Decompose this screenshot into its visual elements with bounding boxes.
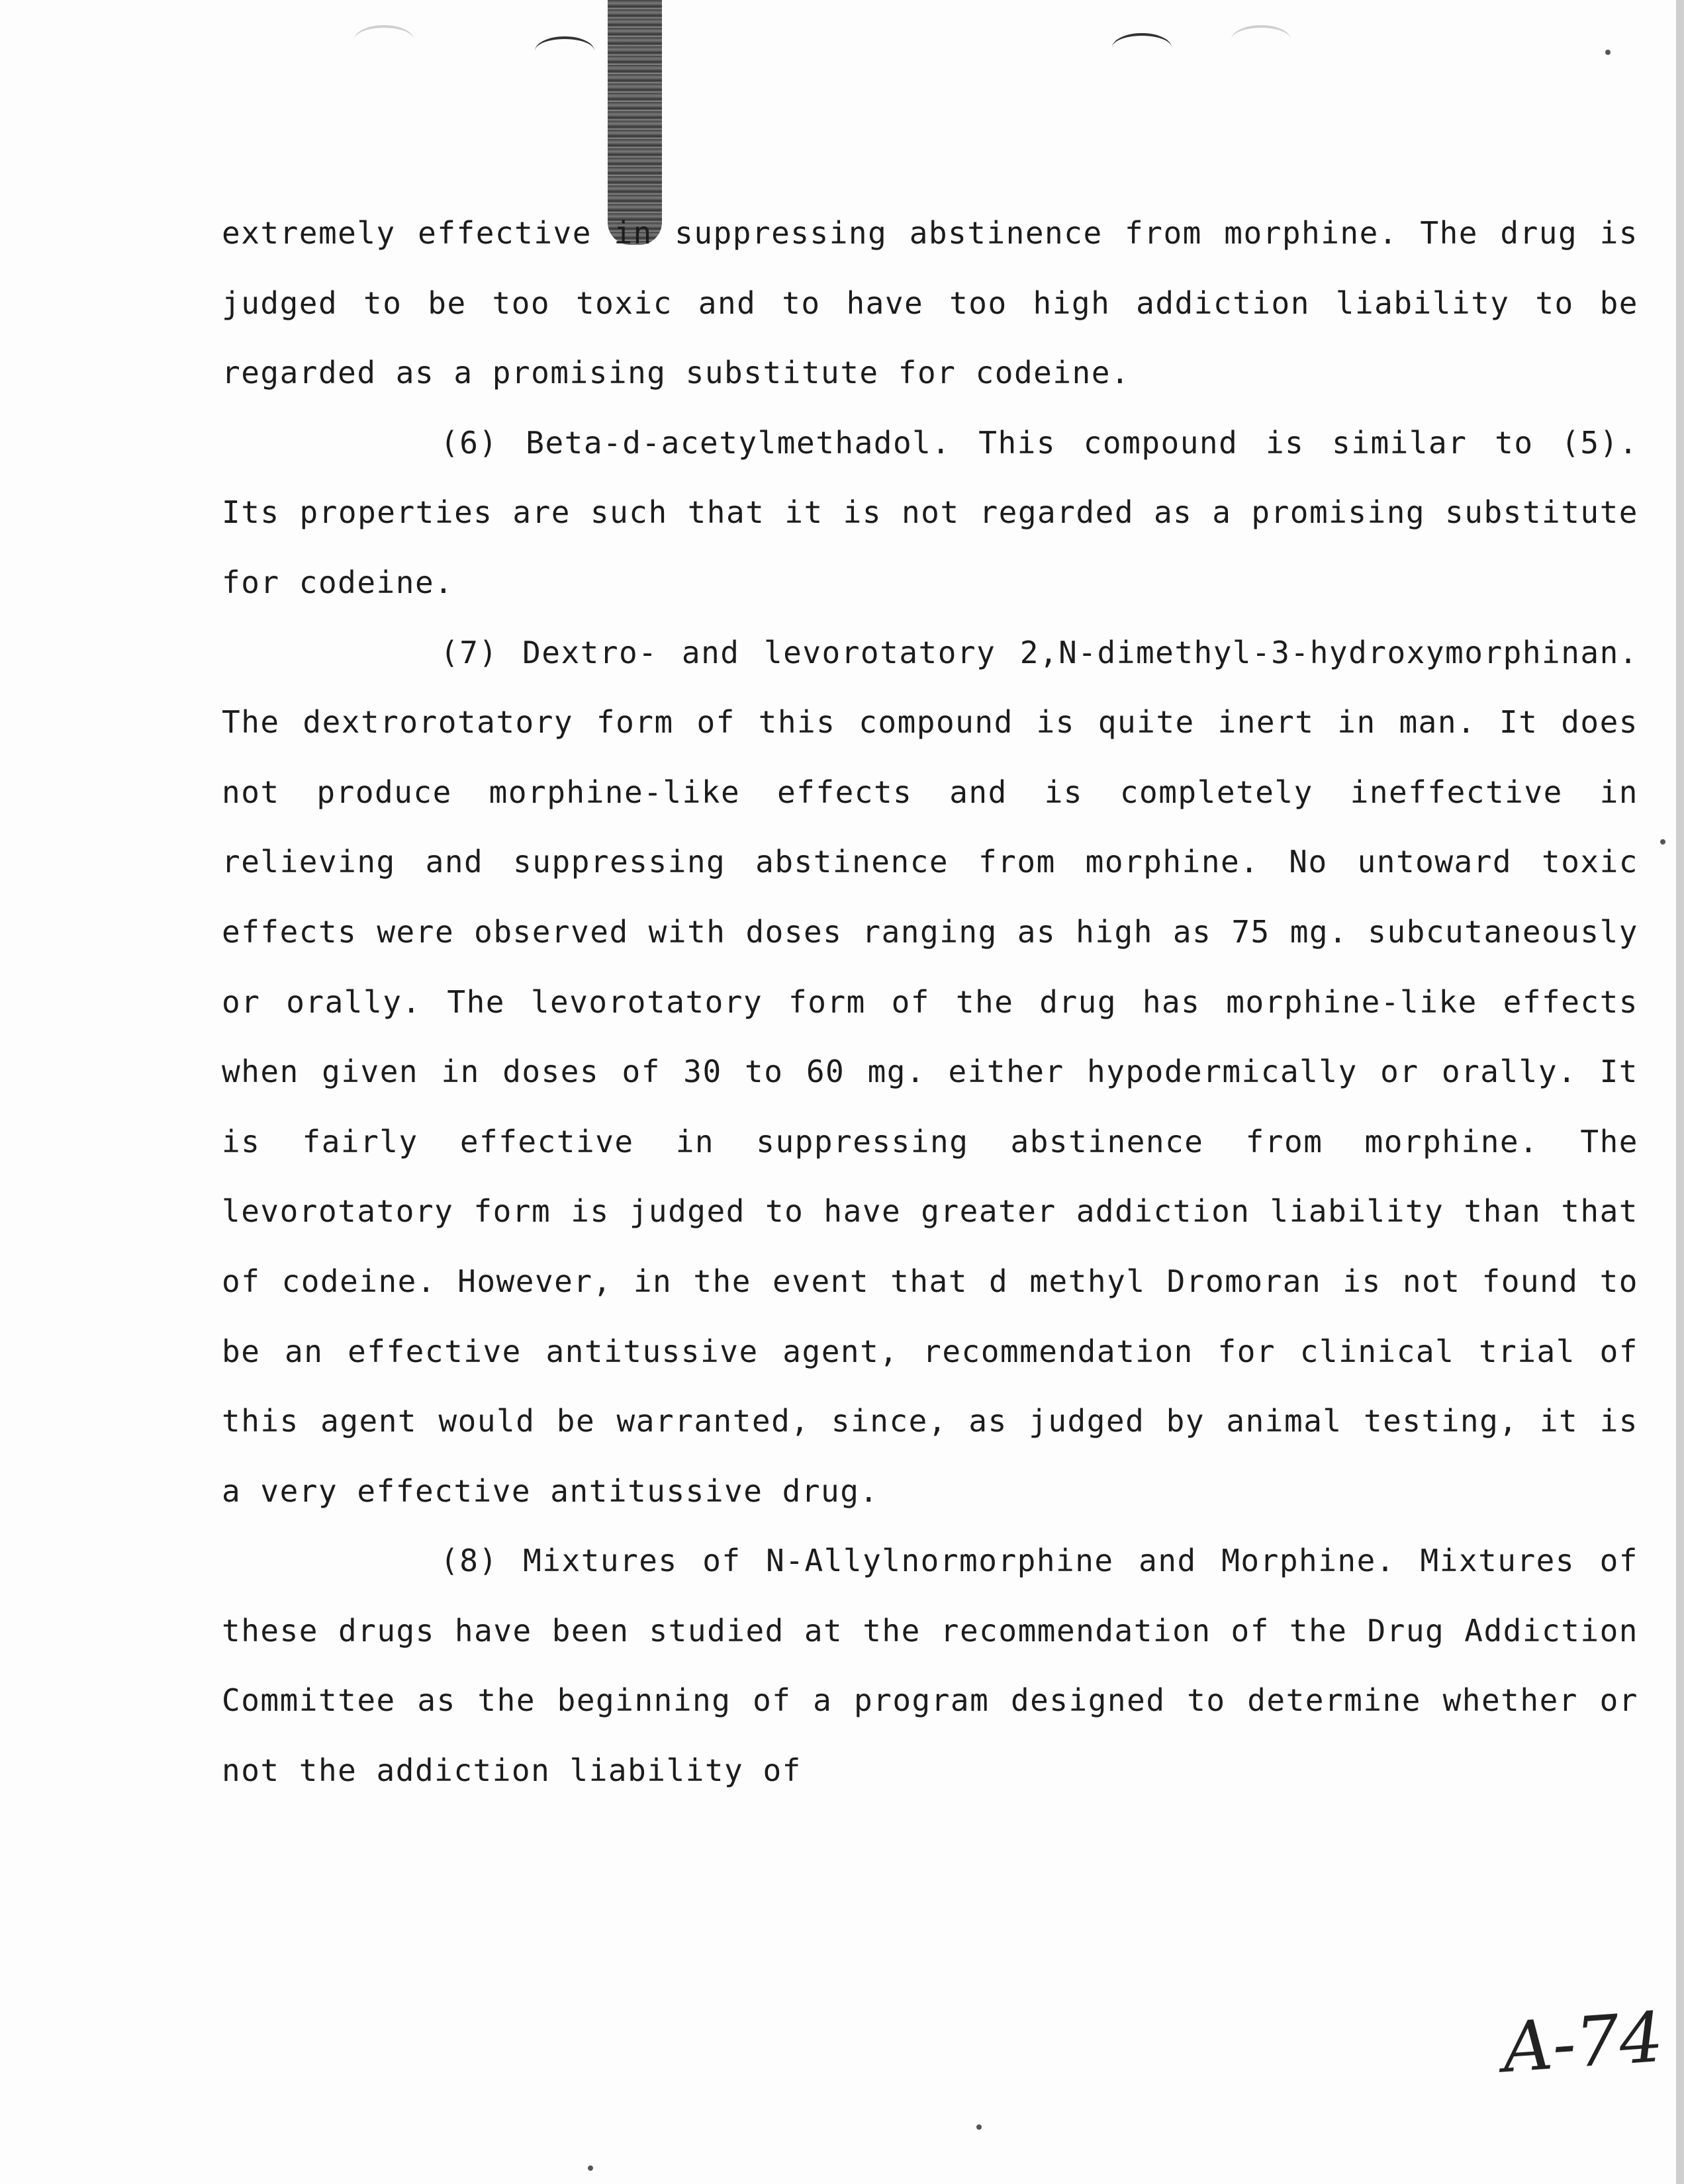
scan-speck bbox=[1605, 50, 1611, 55]
page-edge-shadow bbox=[1676, 0, 1684, 2184]
scan-speck bbox=[1660, 839, 1665, 844]
scan-speck bbox=[588, 2165, 593, 2171]
punch-hole-faint-right bbox=[1231, 25, 1291, 54]
body-text bbox=[222, 199, 1638, 1806]
punch-hole-right bbox=[1112, 33, 1172, 62]
page-number: A-74 bbox=[1500, 1996, 1666, 2089]
scan-speck bbox=[976, 2124, 982, 2130]
paragraph-item-8: (8) Mixtures of N-Allylnormorphine and Morphine. Mixtures of these drugs have been studied at the recommendation of the Drug Addiction Committee as the beginning of a program designed to determine whether or not the addiction liability of bbox=[222, 1543, 1638, 1789]
paragraph-item-6: (6) Beta-d-acetylmethadol. This compound is similar to (5). Its properties are such that it is not regarded as a promising substitute for codeine. bbox=[222, 424, 1638, 600]
paragraph-continuation: extremely effective in suppressing abstinence from morphine. The drug is judged to be too toxic and to have too high addiction liability to be regarded as a promising substitute for codeine. bbox=[222, 215, 1638, 391]
paragraph-item-7: (7) Dextro- and levorotatory 2,N-dimethyl-3-hydroxymorphinan. The dextrorotatory form of this compound is quite inert in man. It does not produce morphine-like effects and is completely ineffective in relieving and suppressing abstinence from morphine. No untoward toxic effects were observed with doses ranging as high as 75 mg. subcutaneously or orally. The levorotatory form of the drug has morphine-like effects when given in doses of 30 to 60 mg. either hypodermically or orally. It is fairly effective in suppressing abstinence from morphine. The levorotatory form is judged to have greater addiction liability than that of codeine. However, in the event that d methyl Dromoran is not found to be an effective antitussive agent, recommendation for clinical trial of this agent would be warranted, since, as judged by animal testing, it is a very effective antitussive drug. bbox=[222, 634, 1638, 1509]
punch-hole-left bbox=[535, 36, 594, 66]
punch-hole-faint-left bbox=[354, 25, 414, 54]
